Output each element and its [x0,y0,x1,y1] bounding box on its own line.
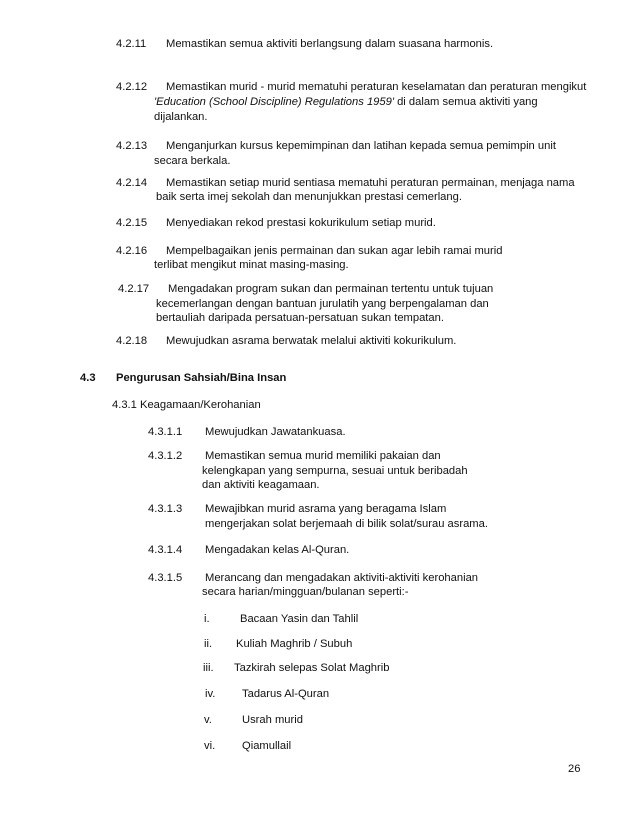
list-item-text: Kuliah Maghrib / Subuh [236,638,353,650]
item-text: kecemerlangan dengan bantuan jurulatih yang berpengalaman dan [156,298,489,310]
item-text: secara harian/mingguan/bulanan seperti:- [202,586,409,598]
item-text: Memastikan semua murid memiliki pakaian dan [205,450,441,462]
item-number: 4.2.18 [116,335,148,347]
regulation-title: 'Education (School Discipline) Regulations 1959' [154,96,394,108]
item-text: Mengadakan kelas Al-Quran. [205,544,350,556]
item-text: Menganjurkan kursus kepemimpinan dan latihan kepada semua pemimpin unit [166,140,556,152]
item-text: baik serta imej sekolah dan menunjukkan prestasi cemerlang. [156,191,462,203]
item-number: 4.2.17 [118,283,150,295]
item-text-rest: di dalam semua aktiviti yang [393,96,538,108]
page-number: 26 [568,763,581,775]
list-item-number: iii. [203,662,214,674]
item-text: Merancang dan mengadakan aktiviti-aktiviti kerohanian [205,572,479,584]
section-title: Pengurusan Sahsiah/Bina Insan [116,372,287,384]
list-item-number: ii. [204,638,213,650]
item-text: secara berkala. [154,155,231,167]
item-text: Menyediakan rekod prestasi kokurikulum setiap murid. [166,217,436,229]
item-number: 4.3.1.1 [148,426,183,438]
list-item-number: iv. [205,688,216,700]
list-item-text: Qiamullail [242,740,292,752]
item-text: Mewajibkan murid asrama yang beragama Islam [205,503,447,515]
item-number: 4.3.1.4 [148,544,183,556]
item-text: terlibat mengikut minat masing-masing. [154,259,349,271]
list-item-number: vi. [204,740,216,752]
list-item-text: Bacaan Yasin dan Tahlil [240,613,359,625]
list-item-text: Tadarus Al-Quran [242,688,330,700]
item-text: Mempelbagaikan jenis permainan dan sukan agar lebih ramai murid [166,245,503,257]
item-text [154,95,538,109]
item-number: 4.3.1.5 [148,572,183,584]
item-number: 4.2.11 [116,38,147,50]
item-number: 4.2.13 [116,140,148,152]
item-number: 4.2.16 [116,245,148,257]
list-item-number: v. [204,714,212,726]
item-number: 4.2.12 [116,81,148,93]
item-text: Mengadakan program sukan dan permainan tertentu untuk tujuan [168,283,494,295]
list-item-text: Usrah murid [242,714,303,726]
item-text: Memastikan semua aktiviti berlangsung dalam suasana harmonis. [166,38,494,50]
item-number: 4.3.1.2 [148,450,183,462]
item-number: 4.3.1.3 [148,503,183,515]
item-number: 4.2.14 [116,177,148,189]
item-text: kelengkapan yang sempurna, sesuai untuk beribadah [202,465,468,477]
item-text: Mewujudkan Jawatankuasa. [205,426,346,438]
item-text: bertauliah daripada persatuan-persatuan sukan tempatan. [156,312,444,324]
list-item-text: Tazkirah selepas Solat Maghrib [234,662,390,674]
item-text: Memastikan murid - murid mematuhi peraturan keselamatan dan peraturan mengikut [166,81,587,93]
section-number: 4.3 [80,372,96,384]
subsection-title: 4.3.1 Keagamaan/Kerohanian [112,399,261,411]
item-text: Mewujudkan asrama berwatak melalui aktiviti kokurikulum. [166,335,457,347]
item-text: dan aktiviti keagamaan. [202,479,320,491]
list-item-number: i. [204,613,210,625]
item-text: mengerjakan solat berjemaah di bilik solat/surau asrama. [205,518,488,530]
item-text: Memastikan setiap murid sentiasa mematuhi peraturan permainan, menjaga nama [166,177,575,189]
item-text: dijalankan. [154,111,208,123]
item-number: 4.2.15 [116,217,148,229]
